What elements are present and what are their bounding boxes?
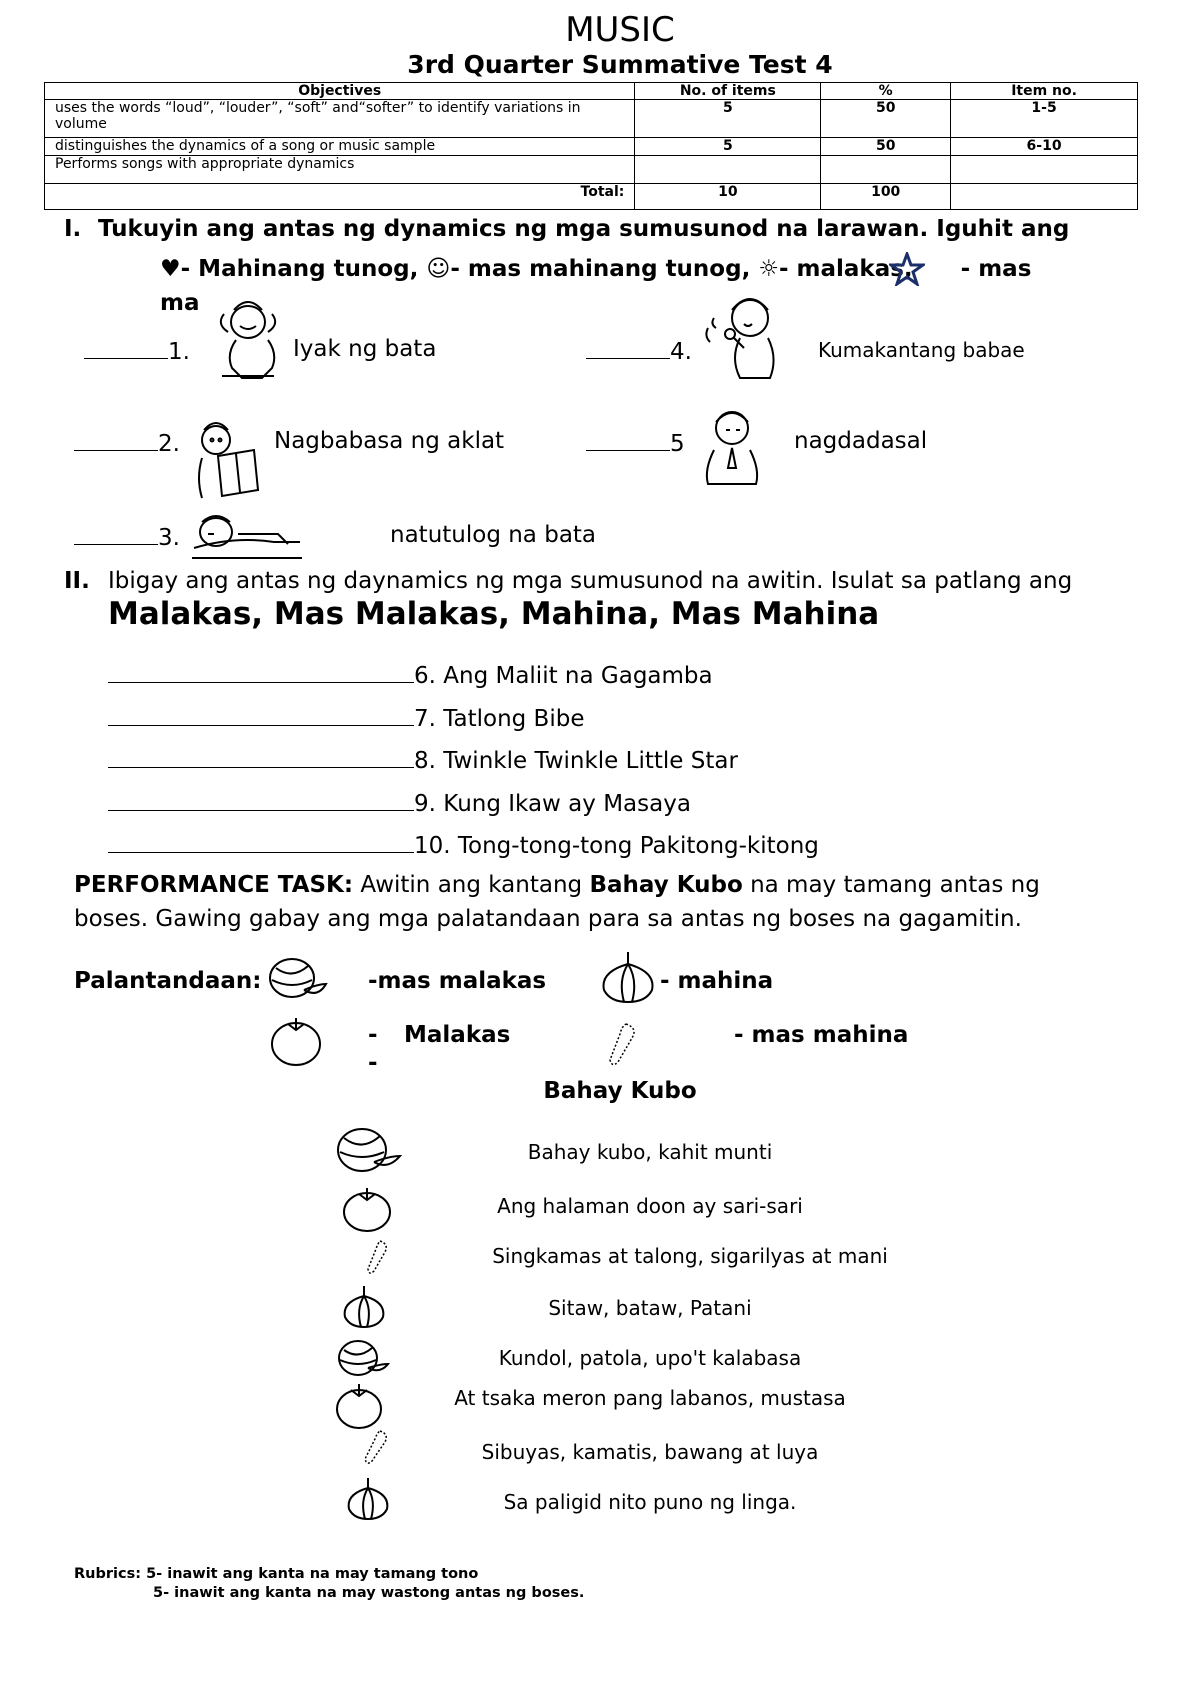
song-line: At tsaka meron pang labanos, mustasa — [454, 1386, 846, 1410]
praying-child-icon — [696, 404, 768, 488]
table-cell: 5 — [635, 100, 821, 138]
garlic-icon — [598, 948, 658, 1006]
legend-malakas-dash: - — [368, 1022, 378, 1048]
table-header: No. of items — [635, 83, 821, 100]
performance-song: Bahay Kubo — [589, 872, 743, 898]
song-item-6: 6. Ang Maliit na Gagamba — [108, 660, 713, 689]
answer-blank[interactable] — [108, 830, 414, 853]
performance-task-line2: boses. Gawing gabay ang mga palatandaan para sa antas ng boses na gagamitin. — [74, 906, 1022, 932]
item-5-label: nagdadasal — [794, 428, 928, 454]
song-line: Sibuyas, kamatis, bawang at luya — [481, 1440, 819, 1464]
tomato-icon — [268, 1014, 324, 1068]
rubrics — [74, 1566, 478, 1582]
total-items: 10 — [635, 184, 821, 210]
item-1-label: Iyak ng bata — [293, 336, 437, 362]
part2-instruction: Ibigay ang antas ng daynamics ng mga sumusunod na awitin. Isulat sa patlang ang — [108, 568, 1073, 594]
answer-blank[interactable] — [108, 703, 414, 726]
answer-blank[interactable] — [586, 428, 670, 451]
answer-blank[interactable] — [586, 336, 670, 359]
smiley-icon: ☺ — [426, 256, 451, 282]
part1-instruction: Tukuyin ang antas ng dynamics ng mga sumusunod na larawan. Iguhit ang — [98, 216, 1070, 242]
item-4: 4. — [586, 336, 692, 365]
table-cell: 6-10 — [951, 138, 1138, 156]
table-header: Objectives — [45, 83, 635, 100]
melon-icon — [266, 954, 330, 1004]
sun-icon: ☼ — [758, 256, 779, 282]
table-cell: 1-5 — [951, 100, 1138, 138]
legend-malakas: Malakas — [404, 1022, 511, 1048]
answer-blank[interactable] — [108, 788, 414, 811]
crying-child-icon — [210, 296, 286, 386]
song-item-10: 10. Tong-tong-tong Pakitong-kitong — [108, 830, 819, 859]
part1-numeral: I. — [64, 216, 82, 242]
table-cell — [635, 156, 821, 184]
item-2: 2. — [74, 428, 180, 457]
item-3: 3. — [74, 522, 180, 551]
seeds-icon — [604, 1020, 644, 1070]
part2-choices: Malakas, Mas Malakas, Mahina, Mas Mahina — [108, 596, 880, 632]
rubric-item: 5- inawit ang kanta na may wastong antas ng boses. — [153, 1585, 585, 1601]
item-5: 5 — [586, 428, 685, 457]
song-line: Bahay kubo, kahit munti — [527, 1140, 773, 1164]
legend-stray-dash: - — [368, 1050, 378, 1076]
answer-blank[interactable] — [84, 336, 168, 359]
legend-mas: - mas — [960, 256, 1032, 282]
table-cell: uses the words “loud”, “louder”, “soft” and“softer” to identify variations in volume — [45, 100, 635, 138]
rubrics-label: Rubrics: — [74, 1566, 142, 1582]
performance-label: PERFORMANCE TASK: — [74, 872, 354, 898]
total-label: Total: — [45, 184, 635, 210]
item-2-label: Nagbabasa ng aklat — [274, 428, 505, 454]
song-line: Sa paligid nito puno ng linga. — [503, 1490, 797, 1514]
legend-continuation: ma — [160, 290, 200, 316]
answer-blank[interactable] — [108, 745, 414, 768]
part2-numeral: II. — [64, 568, 90, 594]
song-line: Ang halaman doon ay sari-sari — [497, 1194, 803, 1218]
singing-girl-icon — [700, 288, 790, 384]
table-cell: 5 — [635, 138, 821, 156]
table-header: % — [821, 83, 951, 100]
sleeping-child-icon — [188, 508, 306, 564]
page-subtitle: 3rd Quarter Summative Test 4 — [407, 50, 833, 79]
performance-task: PERFORMANCE TASK: Awitin ang kantang Bahay Kubo na may tamang antas ng — [74, 872, 1040, 898]
reading-child-icon — [190, 418, 266, 502]
song-line: Kundol, patola, upo't kalabasa — [498, 1346, 802, 1370]
legend-malakas: - malakas, — [778, 256, 913, 282]
legend-label: Palantandaan: — [74, 968, 262, 994]
rubric-item: 5- inawit ang kanta na may tamang tono — [146, 1566, 479, 1582]
table-header-row — [45, 83, 1138, 100]
table-row — [45, 138, 1138, 156]
table-row — [45, 100, 1138, 138]
total-percent: 100 — [821, 184, 951, 210]
table-cell — [821, 156, 951, 184]
answer-blank[interactable] — [74, 522, 158, 545]
song-item-8: 8. Twinkle Twinkle Little Star — [108, 745, 738, 774]
song-item-7: 7. Tatlong Bibe — [108, 703, 584, 732]
table-cell — [951, 156, 1138, 184]
song-line: Sitaw, bataw, Patani — [548, 1296, 752, 1320]
song-item-9: 9. Kung Ikaw ay Masaya — [108, 788, 691, 817]
table-cell: 50 — [821, 138, 951, 156]
table-row — [45, 156, 1138, 184]
answer-blank[interactable] — [108, 660, 414, 683]
page-title: MUSIC — [565, 10, 675, 50]
song-line: Singkamas at talong, sigarilyas at mani — [492, 1244, 888, 1268]
answer-blank[interactable] — [74, 428, 158, 451]
table-total-row — [45, 184, 1138, 210]
legend-mas-malakas: -mas malakas — [368, 968, 547, 994]
legend-mahina: - mahina — [660, 968, 774, 994]
table-cell: 50 — [821, 100, 951, 138]
item-3-label: natutulog na bata — [390, 522, 597, 548]
item-1: 1. — [84, 336, 190, 365]
star-icon — [889, 252, 925, 286]
table-cell: Performs songs with appropriate dynamics — [45, 156, 635, 184]
heart-icon: ♥ — [160, 256, 181, 282]
legend-mas-mahinang: - mas mahinang tunog, — [450, 256, 751, 282]
legend-mahinang: - Mahinang tunog, — [180, 256, 419, 282]
item-4-label: Kumakantang babae — [818, 338, 1025, 362]
table-header: Item no. — [951, 83, 1138, 100]
song-title: Bahay Kubo — [543, 1078, 697, 1104]
legend-mas-mahina: - mas mahina — [734, 1022, 909, 1048]
objectives-table — [44, 82, 1138, 210]
table-cell: distinguishes the dynamics of a song or music sample — [45, 138, 635, 156]
